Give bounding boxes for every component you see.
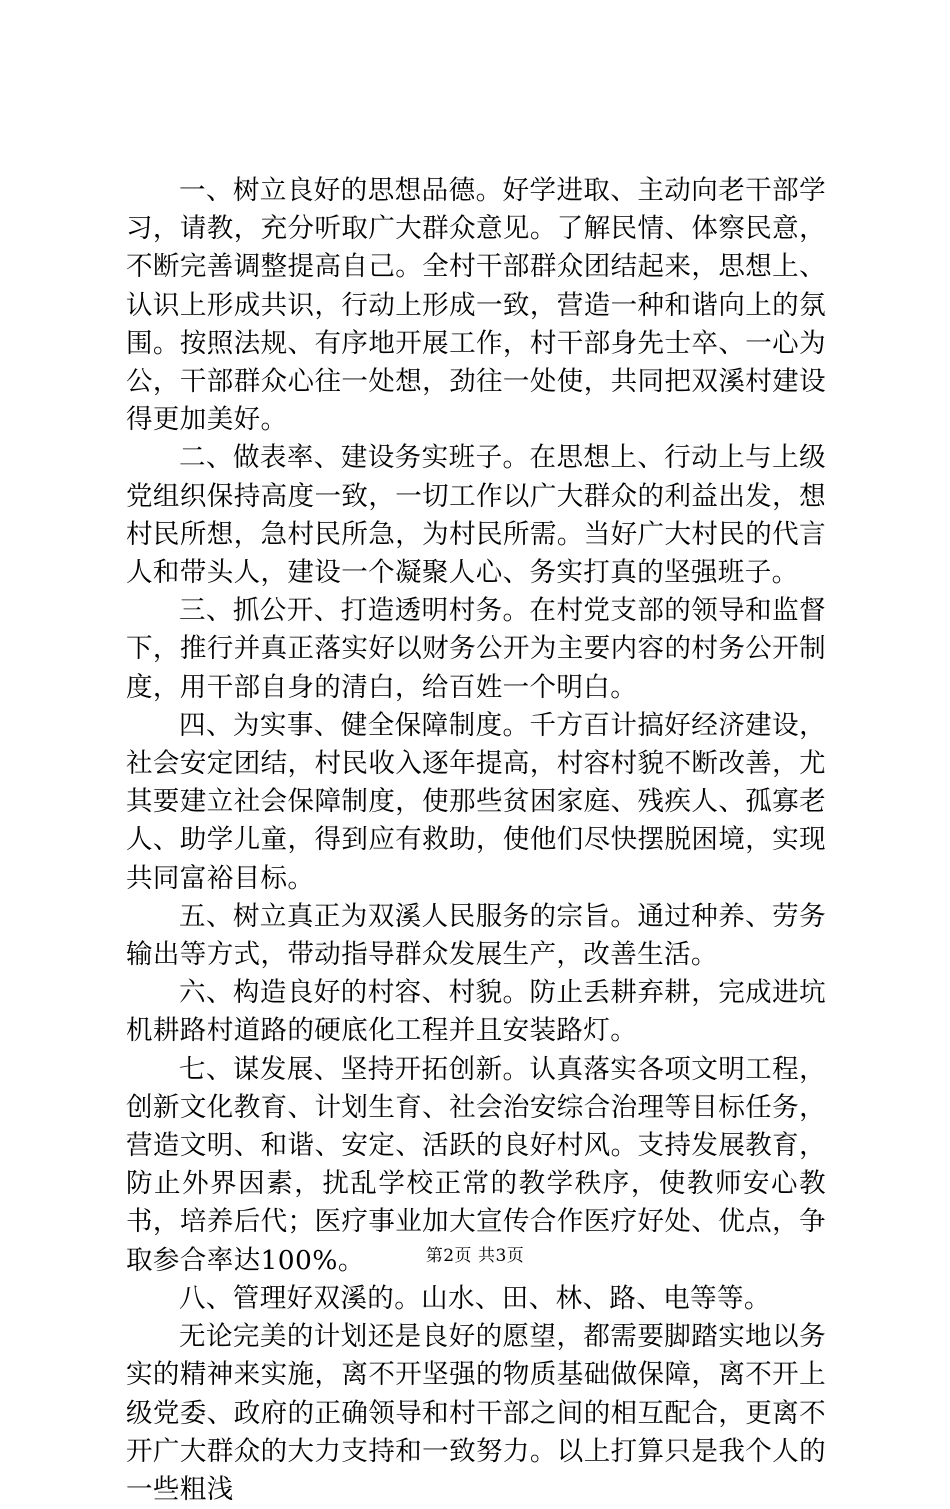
paragraph-5: 五、树立真正为双溪人民服务的宗旨。通过种养、劳务输出等方式，带动指导群众发展生产，改善生活。 <box>126 900 826 971</box>
paragraph-8: 八、管理好双溪的。山水、田、林、路、电等等。 <box>179 1282 771 1314</box>
paragraph-1: 一、树立良好的思想品德。好学进取、主动向老干部学习，请教，充分听取广大群众意见。了解民情、体察民意，不断完善调整提高自己。全村干部群众团结起来，思想上、认识上形成共识，行动上形成一致，营造一种和谐向上的氛围。按照法规、有序地开展工作，村干部身先士卒、一心为公，干部群众心往一处想，劲往一处使，共同把双溪村建设得更加美好。 <box>126 175 826 436</box>
document-body <box>126 172 826 1509</box>
paragraph-6: 六、构造良好的村容、村貌。防止丢耕弃耕，完成进坑机耕路村道路的硬底化工程并且安装路灯。 <box>126 977 826 1047</box>
page-number-footer: 第2页 共3页 <box>425 1246 525 1266</box>
paragraph-7: 七、谋发展、坚持开拓创新。认真落实各项文明工程，创新文化教育、计划生育、社会治安综合治理等目标任务，营造文明、和谐、安定、活跃的良好村风。支持发展教育，防止外界因素，扰乱学校正常的教学秩序，使教师安心教书，培养后代；医疗事业加大宣传合作医疗好处、优点，争取参合率达100%。 <box>126 1053 826 1276</box>
paragraph-3: 三、抓公开、打造透明村务。在村党支部的领导和监督下，推行并真正落实好以财务公开为主要内容的村务公开制度，用干部自身的清白，给百姓一个明白。 <box>126 595 826 703</box>
paragraph-9: 无论完美的计划还是良好的愿望，都需要脚踏实地以务实的精神来实施，离不开坚强的物质基础做保障，离不开上级党委、政府的正确领导和村干部之间的相互配合，更离不开广大群众的大力支持和一致努力。以上打算只是我个人的一些粗浅 <box>126 1321 826 1505</box>
paragraph-2: 二、做表率、建设务实班子。在思想上、行动上与上级党组织保持高度一致，一切工作以广大群众的利益出发，想村民所想，急村民所急，为村民所需。当好广大村民的代言人和带头人，建设一个凝聚人心、务实打真的坚强班子。 <box>126 442 826 589</box>
paragraph-4: 四、为实事、健全保障制度。千方百计搞好经济建设，社会安定团结，村民收入逐年提高，村容村貌不断改善，尤其要建立社会保障制度，使那些贫困家庭、残疾人、孤寡老人、助学儿童，得到应有救助，使他们尽快摆脱困境，实现共同富裕目标。 <box>126 709 826 894</box>
